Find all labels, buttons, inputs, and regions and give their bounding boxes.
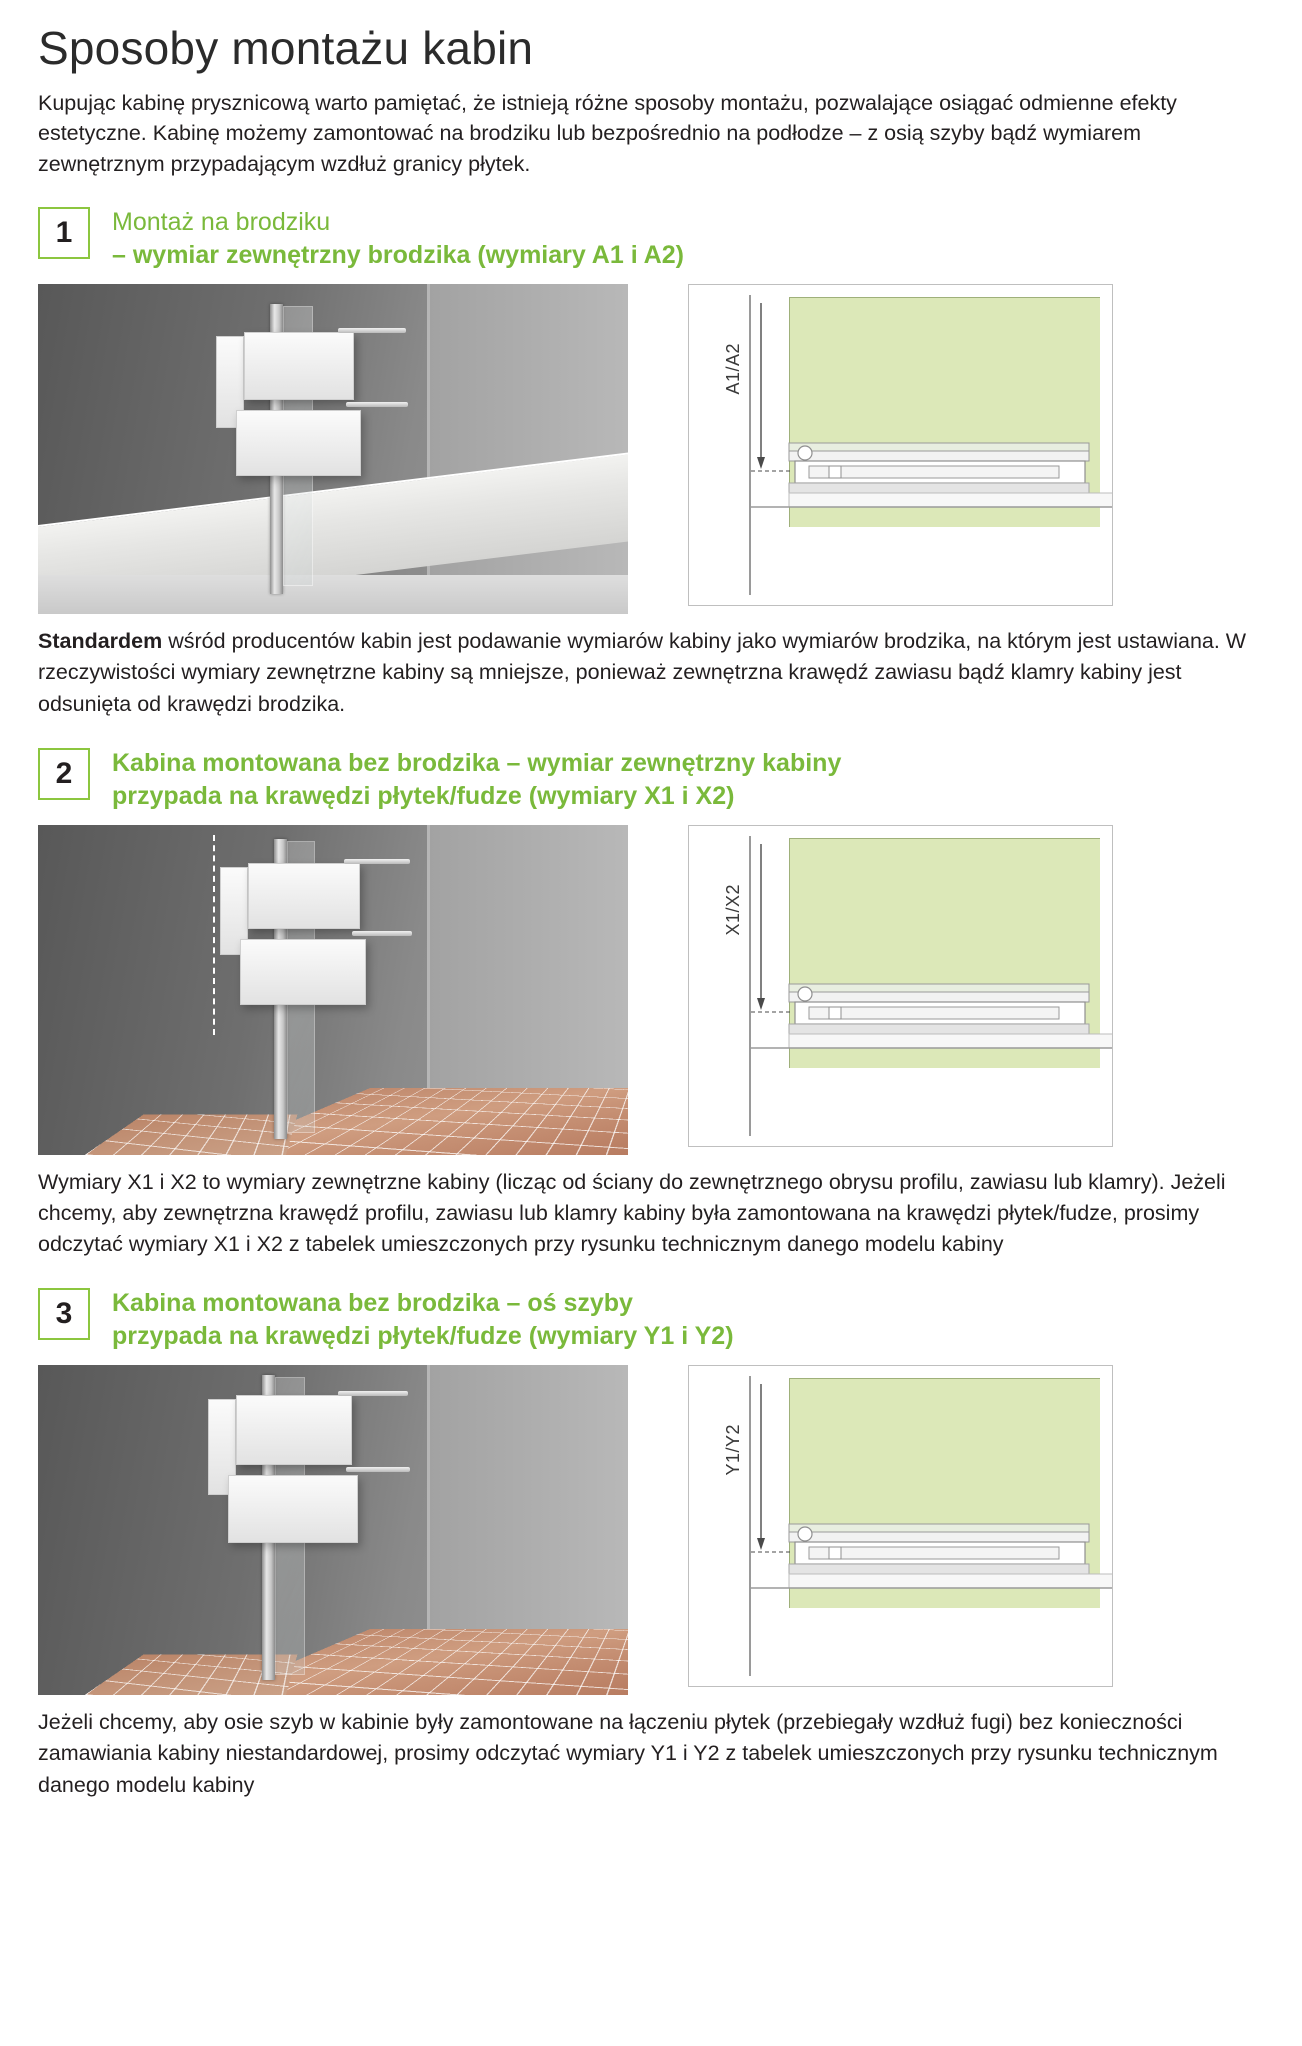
section-1-figures — [38, 284, 1266, 614]
section-3-diagram — [688, 1365, 1113, 1687]
section-1-photo — [38, 284, 628, 614]
section-2-figures — [38, 825, 1266, 1155]
photo-support-bar — [344, 859, 410, 864]
section-3-body: Jeżeli chcemy, aby osie szyb w kabinie były zamontowane na łączeniu płytek (przebiegały wzdłuż fugi) bez konieczności zamawiania kabiny niestandardowej, prosimy odczytać wymiary Y1 i Y2 z tabelek umieszczonych przy rysunku technicznym danego modelu kabiny — [38, 1710, 1218, 1797]
section-1-title-line2: – wymiar zewnętrzny brodzika (wymiary A1 i A2) — [112, 241, 684, 270]
section-2-number: 2 — [38, 748, 90, 800]
section-2-body: Wymiary X1 i X2 to wymiary zewnętrzne kabiny (licząc od ściany do zewnętrznego obrysu profilu, zawiasu lub klamry). Jeżeli chcemy, aby zewnętrzna krawędź profilu, zawiasu lub klamry kabiny była zamontowana na krawędzi płytek/fudze, prosimy odczytać wymiary X1 i X2 z tabelek umieszczonych przy rysunku technicznym danego modelu kabiny — [38, 1169, 1226, 1257]
section-1-heading — [38, 205, 1266, 272]
photo-glass-clamp — [244, 332, 354, 400]
section-3-number: 3 — [38, 1288, 90, 1340]
section-1-body-lead: Standardem — [38, 629, 163, 654]
diagram-vectors — [689, 826, 1113, 1147]
diagram-dimension-label: Y1/Y2 — [723, 1424, 743, 1476]
photo-glass-panel-lower — [240, 939, 366, 1005]
diagram-vectors — [689, 285, 1113, 606]
photo-support-bar-lower — [346, 402, 408, 407]
photo-wall-right — [427, 284, 628, 614]
section-2-diagram — [688, 825, 1113, 1147]
photo-glass-panel-lower — [228, 1475, 358, 1543]
photo-glass-clamp — [236, 1395, 352, 1465]
photo-support-bar-lower — [352, 931, 412, 936]
section-2-title — [112, 746, 841, 813]
section-2-title-line1: Kabina montowana bez brodzika – wymiar zewnętrzny kabiny — [112, 748, 842, 777]
section-3-heading — [38, 1286, 1266, 1353]
section-1-body — [38, 626, 1266, 720]
section-1-title-line1: Montaż na brodziku — [112, 208, 331, 237]
photo-support-bar — [338, 328, 406, 333]
section-1-number: 1 — [38, 207, 90, 259]
diagram-dimension-label: X1/X2 — [723, 883, 743, 936]
section-1-body-text: wśród producentów kabin jest podawanie wymiarów kabiny jako wymiarów brodzika, na którym jest ustawiana. W rzeczywistości wymiary zewnętrzne kabiny są mniejsze, ponieważ zewnętrzna krawędź zawiasu bądź klamry kabiny jest odsunięta od krawędzi brodzika. — [38, 629, 1247, 716]
photo-glass-panel-lower — [236, 410, 361, 476]
photo-axis-dashed-line — [213, 835, 215, 1035]
section-3-title-line2: przypada na krawędzi płytek/fudze (wymiary Y1 i Y2) — [112, 1322, 734, 1351]
page-title: Sposoby montażu kabin — [38, 22, 534, 74]
photo-support-bar-lower — [346, 1467, 410, 1472]
photo-shower-tray-front — [38, 575, 628, 615]
section-2-photo — [38, 825, 628, 1155]
section-2-heading — [38, 746, 1266, 813]
diagram-dimension-label: A1/A2 — [723, 343, 743, 395]
photo-support-bar — [338, 1391, 408, 1396]
section-3-figures — [38, 1365, 1266, 1695]
section-3-photo — [38, 1365, 628, 1695]
section-2-title-line2: przypada na krawędzi płytek/fudze (wymiary X1 i X2) — [112, 781, 735, 810]
diagram-vectors — [689, 1366, 1113, 1687]
section-1-diagram — [688, 284, 1113, 606]
photo-glass-clamp — [248, 863, 360, 929]
intro-paragraph: Kupując kabinę prysznicową warto pamiętać, że istnieją różne sposoby montażu, pozwalające osiągać odmienne efekty estetyczne. Kabinę możemy zamontować na brodziku lub bezpośrednio na podłodze – z osią szyby bądź wymiarem zewnętrznym przypadającym wzdłuż granicy płytek. — [38, 90, 1177, 176]
section-3-title — [112, 1286, 734, 1353]
section-1-title — [112, 205, 684, 272]
section-3-title-line1: Kabina montowana bez brodzika – oś szyby — [112, 1289, 633, 1318]
